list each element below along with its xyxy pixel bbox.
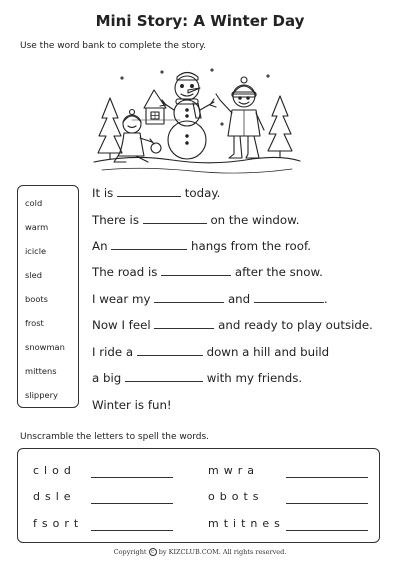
- answer-blank[interactable]: [143, 214, 207, 224]
- unscramble-box: [17, 448, 380, 543]
- answer-line[interactable]: [286, 477, 368, 478]
- story-text: The road is: [92, 265, 158, 279]
- answer-line[interactable]: [91, 477, 173, 478]
- story-text: hangs from the roof.: [191, 239, 311, 253]
- story-text: today.: [184, 186, 221, 200]
- story-text: on the window.: [210, 213, 300, 227]
- answer-line[interactable]: [286, 530, 368, 531]
- story-text: Winter is fun!: [92, 398, 172, 412]
- answer-blank[interactable]: [161, 266, 231, 276]
- scrambled-word: dsle: [33, 490, 76, 503]
- scrambled-word: clod: [33, 464, 76, 477]
- word-bank-item: slippery: [25, 390, 58, 400]
- story-line: [92, 398, 172, 412]
- story-line: [92, 213, 299, 227]
- word-bank-item: boots: [25, 294, 48, 304]
- answer-line[interactable]: [91, 503, 173, 504]
- story-text: with my friends.: [206, 371, 303, 385]
- answer-blank[interactable]: [125, 372, 203, 382]
- story-line: [92, 239, 311, 253]
- story-text: down a hill and build: [206, 345, 330, 359]
- page-title: Mini Story: A Winter Day: [95, 12, 305, 30]
- copyright-text: Copyright: [113, 548, 147, 556]
- story-line: [92, 292, 328, 306]
- story-text: It is: [92, 186, 114, 200]
- story-text: I wear my: [92, 292, 151, 306]
- story-text: and ready to play outside.: [218, 318, 373, 332]
- story-text: I ride a: [92, 345, 134, 359]
- copyright-text: by KIZCLUB.COM. All rights reserved.: [158, 548, 287, 556]
- word-bank-item: sled: [25, 270, 42, 280]
- unscramble-instructions: Unscramble the letters to spell the words.: [20, 432, 210, 442]
- story-line: [92, 265, 323, 279]
- word-bank-item: icicle: [25, 246, 47, 256]
- story-text: and: [227, 292, 251, 306]
- answer-blank[interactable]: [154, 319, 214, 329]
- scrambled-word: obots: [208, 490, 264, 503]
- answer-blank[interactable]: [111, 240, 187, 250]
- answer-blank[interactable]: [254, 293, 324, 303]
- word-bank-item: frost: [25, 318, 44, 328]
- story-text: .: [323, 292, 328, 306]
- word-bank: [17, 185, 79, 408]
- story-line: [92, 345, 329, 359]
- snowman-children-illustration: [92, 58, 302, 178]
- story-text: An: [92, 239, 108, 253]
- answer-blank[interactable]: [137, 346, 203, 356]
- scrambled-word: mwra: [208, 464, 259, 477]
- story-text: There is: [92, 213, 139, 227]
- copyright-notice: [0, 548, 400, 556]
- scrambled-word: mtitnes: [208, 517, 285, 530]
- story-text: a big: [92, 371, 122, 385]
- scrambled-word: fsort: [33, 517, 84, 530]
- word-bank-item: cold: [25, 198, 43, 208]
- word-bank-item: snowman: [25, 342, 65, 352]
- answer-line[interactable]: [91, 530, 173, 531]
- story-line: [92, 186, 220, 200]
- answer-blank[interactable]: [154, 293, 224, 303]
- answer-line[interactable]: [286, 503, 368, 504]
- story-text: after the snow.: [234, 265, 323, 279]
- word-bank-item: warm: [25, 222, 49, 232]
- story-instructions: Use the word bank to complete the story.: [20, 41, 207, 51]
- story-line: [92, 371, 302, 385]
- answer-blank[interactable]: [117, 187, 181, 197]
- story-line: [92, 318, 373, 332]
- word-bank-item: mittens: [25, 366, 57, 376]
- story-text: Now I feel: [92, 318, 151, 332]
- copyright-icon: c: [149, 548, 157, 556]
